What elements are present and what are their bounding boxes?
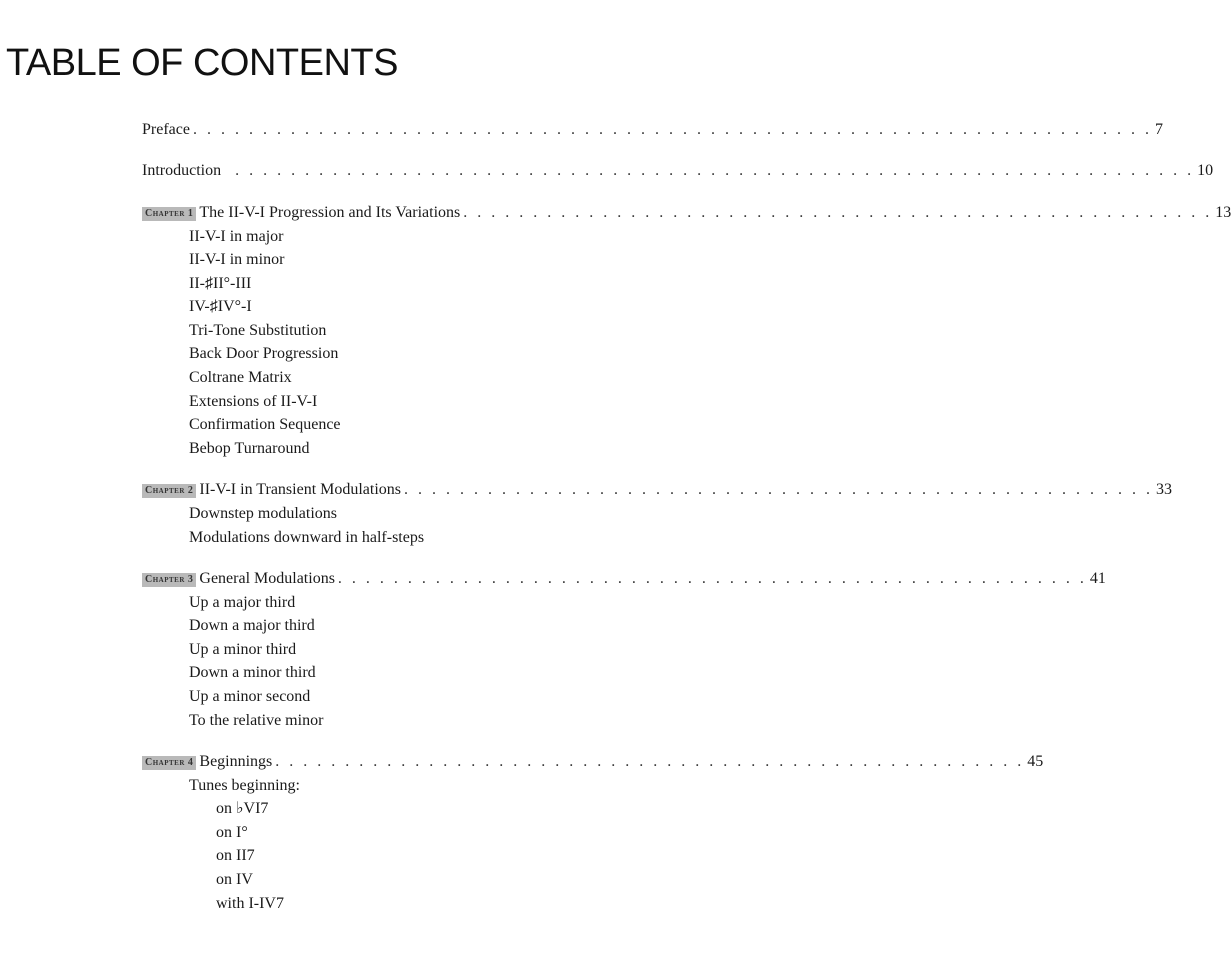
dot-leader: . . . . . . . . . . . . . . . . . . . . . . . . . . . . . . . . . . . . . . . . . . . . . . . . . . . . . . . . . . . . . . . . . . . . . [192,121,1152,138]
entry-page-number: 7 [1154,121,1163,138]
chapter-badge: Chapter 3 [142,573,196,587]
toc-subitem[interactable]: IV-♯IV°-I [189,298,252,316]
chapter-badge: Chapter 1 [142,207,196,221]
toc-subitem[interactable]: Down a major third [189,617,315,635]
page-title: TABLE OF CONTENTS [6,42,398,84]
toc-subitem[interactable]: II-♯II°-III [189,274,252,292]
chapter-title: Beginnings [199,753,273,771]
toc-subitem[interactable]: Tunes beginning: [189,776,300,794]
entry-page-number: 33 [1156,481,1173,499]
toc-subitem[interactable]: Modulations downward in half-steps [189,528,425,546]
toc-entry-introduction[interactable] [142,159,1214,183]
toc-subitem[interactable]: Tri-Tone Substitution [189,321,327,339]
toc-list [142,118,1231,915]
toc-subitem[interactable]: To the relative minor [189,711,324,729]
toc-entry-chapter-3[interactable] [142,567,1106,591]
toc-subitem[interactable]: Confirmation Sequence [189,416,341,434]
entry-page-number: 45 [1027,753,1044,771]
dot-leader: . . . . . . . . . . . . . . . . . . . . . . . . . . . . . . . . . . . . . . . . . . . . . . . . . . . . . . [337,570,1087,588]
toc-subitem-nested[interactable]: on II7 [216,847,255,865]
chapter-badge: Chapter 4 [142,756,196,770]
toc-entry-chapter-4[interactable] [142,750,1044,774]
toc-entry-chapter-1[interactable] [142,201,1231,225]
entry-page-number: 10 [1197,161,1214,179]
toc-subitem[interactable]: Bebop Turnaround [189,439,310,457]
toc-subitem[interactable]: Down a minor third [189,664,316,682]
toc-subitem-nested[interactable]: on ♭VI7 [216,800,269,818]
dot-leader: . . . . . . . . . . . . . . . . . . . . . . . . . . . . . . . . . . . . . . . . . . . . . . . . . . . . . . [404,481,1154,499]
chapter-title: II-V-I in Transient Modulations [199,481,402,499]
toc-subitem[interactable]: Extensions of II-V-I [189,392,318,410]
toc-subitem-nested[interactable]: on IV [216,871,253,889]
toc-entry-chapter-2[interactable] [142,478,1173,502]
toc-subitem[interactable]: II-V-I in minor [189,251,285,269]
dot-leader: . . . . . . . . . . . . . . . . . . . . . . . . . . . . . . . . . . . . . . . . . . . . . . . . . . . . . . [275,753,1025,771]
toc-subitem[interactable]: Up a minor second [189,688,311,705]
chapter-title: General Modulations [199,570,335,588]
toc-subitem[interactable]: Downstep modulations [189,504,337,522]
chapter-title: The II-V-I Progression and Its Variations [199,204,461,221]
dot-leader: . . . . . . . . . . . . . . . . . . . . . . . . . . . . . . . . . . . . . . . . . . . . . . . . . . . . . . [463,204,1213,221]
entry-label: Introduction [142,161,222,179]
toc-subitem-nested[interactable]: on I° [216,823,248,841]
toc-entry-preface[interactable] [142,118,1163,142]
entry-page-number: 41 [1089,570,1106,588]
toc-subitem-nested[interactable]: with I-IV7 [216,894,284,912]
chapter-badge: Chapter 2 [142,484,196,498]
dot-leader: . . . . . . . . . . . . . . . . . . . . . . . . . . . . . . . . . . . . . . . . . . . . . . . . . . . . . . . . . . . . . . . . . . . . . [235,161,1195,179]
entry-label: Preface [142,121,190,138]
toc-subitem[interactable]: Up a minor third [189,640,297,658]
entry-page-number: 13 [1215,204,1231,221]
toc-subitem[interactable]: Back Door Progression [189,345,339,363]
toc-subitem[interactable]: Coltrane Matrix [189,369,292,387]
toc-subitem[interactable]: Up a major third [189,593,296,611]
toc-subitem[interactable]: II-V-I in major [189,227,284,245]
